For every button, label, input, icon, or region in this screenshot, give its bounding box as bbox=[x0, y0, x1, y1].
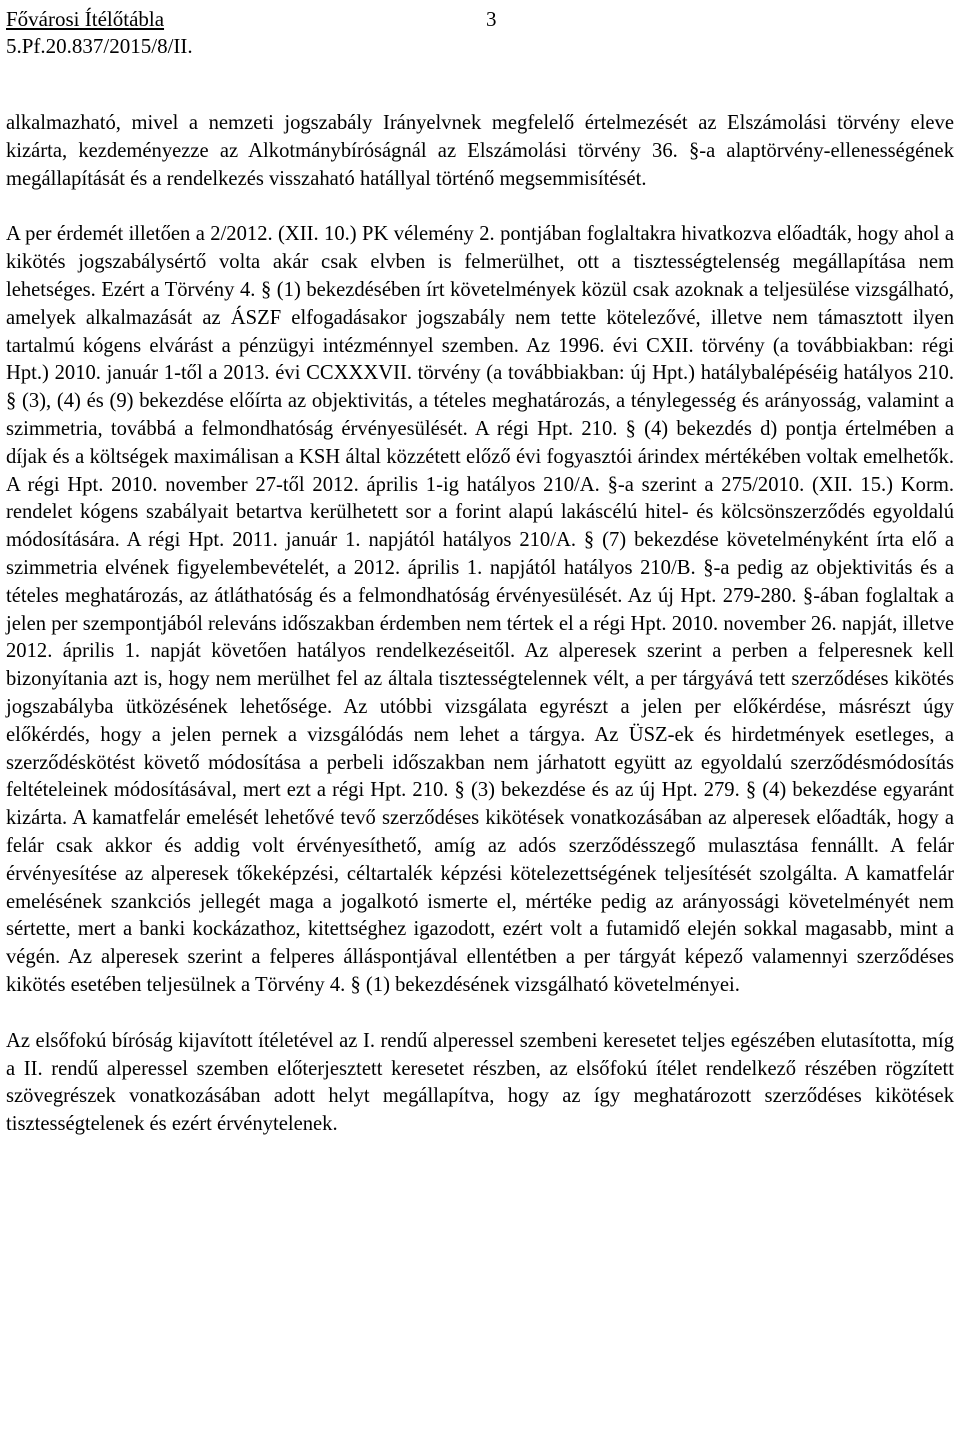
page-header bbox=[6, 6, 954, 62]
paragraph-3: Az elsőfokú bíróság kijavított ítéletével az I. rendű alperessel szembeni keresetet teljes egészében elutasította, míg a II. rendű alperessel szemben előterjesztett keresetet részben, az elsőfokú ítélet rendelkező részében rögzített szövegrészek vonatkozásában adott helyt megállapítva, hogy az így meghatározott szerződéses kikötések tisztességtelenek és ezért érvénytelenek. bbox=[6, 1029, 954, 1136]
document-body bbox=[6, 6, 954, 1139]
court-name: Fővárosi Ítélőtábla bbox=[6, 7, 165, 31]
paragraph-1: alkalmazható, mivel a nemzeti jogszabály Irányelvnek megfelelő értelmezését az Elszámolási törvény eleve kizárta, kezdeményezze az Alkotmánybíróságnál az Elszámolási törvény 36. §-a alaptörvény-ellenességének megállapítását és a rendelkezés visszaható hatállyal történő megsemmisítését. bbox=[6, 112, 954, 190]
page-number: 3 bbox=[486, 7, 497, 31]
case-number: 5.Pf.20.837/2015/8/II. bbox=[6, 34, 193, 58]
paragraph-2: A per érdemét illetően a 2/2012. (XII. 10.) PK vélemény 2. pontjában foglaltakra hivatkozva előadták, hogy ahol a kikötés jogszabálysértő volta akár csak elvben is felmerülhet, ott a tisztességtelenség megállapítása nem lehetséges. Ezért a Törvény 4. § (1) bekezdésében írt követelmények közül csak azoknak a teljesülése vizsgálható, amelyek alkalmazását az ÁSZF elfogadásakor jogszabály nem tette kötelezővé, illetve nem támasztott ilyen tartalmú kógens elvárást a pénzügyi intézménnyel szemben. Az 1996. évi CXII. törvény (a továbbiakban: régi Hpt.) 2010. január 1-től a 2013. évi CCXXXVII. törvény (a továbbiakban: új Hpt.) hatálybalépéséig hatályos 210. § (3), (4) és (9) bekezdése előírta az objektivitás, a tételes meghatározás, a ténylegesség és arányosság, valamint a szimmetria, továbbá a felmondhatóság érvényesülését. A régi Hpt. 210. § (4) bekezdés d) pontja értelmében a díjak és a költségek maximálisan a KSH által közzétett előző évi fogyasztói árindex mértékében voltak emelhetők. A régi Hpt. 2010. november 27-től 2012. április 1-ig hatályos 210/A. §-a szerint a 275/2010. (XII. 15.) Korm. rendelet kógens szabályait betartva kerülhetett sor a forint alapú lakáscélú hitel- és kölcsönszerződés egyoldalú módosítására. A régi Hpt. 2011. január 1. napjától hatályos 210/A. § (7) bekezdése követelményként írta elő a szimmetria elvének figyelembevételét, a 2012. április 1. napjától hatályos 210/B. §-a pedig az objektivitás és a tételes meghatározás, az átláthatóság és a felmondhatóság érvényesülését. Az új Hpt. 279-280. §-ában foglaltak a jelen per szempontjából releváns időszakban érdemben nem tértek el a régi Hpt. 2010. november 26. napját, illetve 2012. április 1. napját követően hatályos rendelkezéseitől. Az alperesek szerint a perben a felperesnek kell bizonyítania azt is, hogy nem merülhet fel az általa tisztességtelennek vélt, a per tárgyává tett szerződéses kikötés jogszabályba ütközésének lehetősége. Az utóbbi vizsgálata egyrészt a jelen per előkérdése, másrészt úgy előkérdés, hogy a jelen pernek a vizsgálódás nem lehet a tárgya. Az ÜSZ-ek és hirdetmények esetleges, a szerződéskötést követő módosítása a perbeli időszakban nem járhatott együtt az egyoldalú szerződésmódosítás feltételeinek módosításával, mert ezt a régi Hpt. 210. § (3) bekezdése és az új Hpt. 279. § (4) bekezdése egyaránt kizárta. A kamatfelár emelését lehetővé tevő szerződéses kikötések vonatkozásában az alperesek előadták, hogy a felár csak akkor és addig volt érvényesíthető, amíg az adós szerződésszegő mulasztása fennállt. A felár érvényesítése az alperesek tőkeképzési, céltartalék képzési kötelezettségének teljesítését szolgálta. A kamatfelár emelésének szankciós jellegét maga a jogalkotó ismerte el, mértéke pedig az arányossági követelményét nem sértette, mert a banki kockázathoz, kitettséghez igazodott, ezért volt a futamidő elején sokkal magasabb, mint a végén. Az alperesek szerint a felperes álláspontjával ellentétben a per tárgyát képező valamennyi szerződéses kikötés esetében teljesülnek a Törvény 4. § (1) bekezdésének vizsgálható követelményei. bbox=[6, 223, 954, 996]
